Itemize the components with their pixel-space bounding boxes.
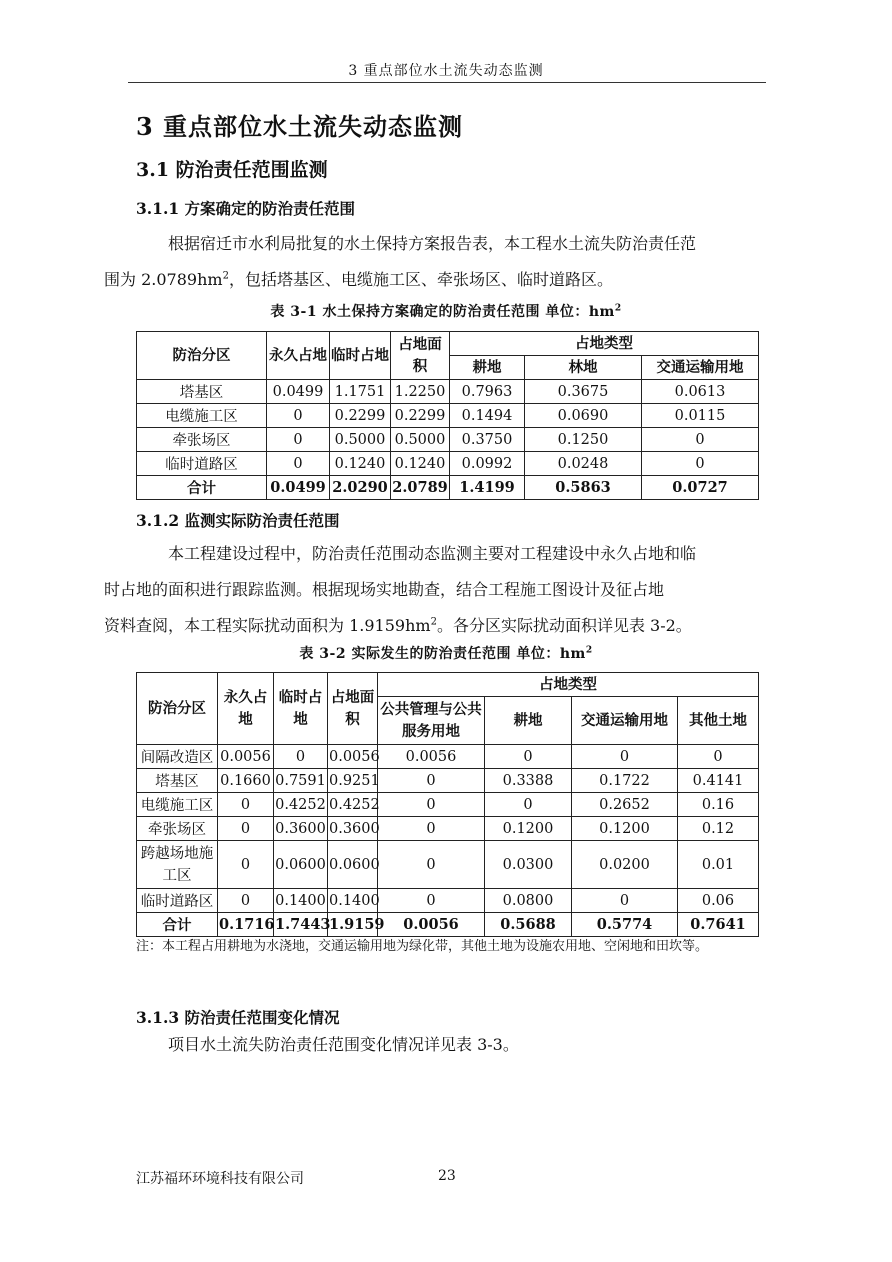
header-type: 交通运输用地 bbox=[642, 356, 759, 380]
table-row bbox=[137, 404, 759, 428]
table-cell: 0.1200 bbox=[485, 817, 572, 841]
header-land-type: 占地类型 bbox=[378, 673, 759, 697]
table-cell: 0.4252 bbox=[274, 793, 328, 817]
table-cell: 塔基区 bbox=[137, 769, 218, 793]
section-3-1-2-heading: 3.1.2 监测实际防治责任范围 bbox=[136, 511, 340, 530]
header-land-type: 占地类型 bbox=[450, 332, 759, 356]
table-cell: 0.0800 bbox=[485, 889, 572, 913]
table-cell: 0.3600 bbox=[274, 817, 328, 841]
table-cell: 跨越场地施工区 bbox=[137, 841, 218, 889]
table-cell: 0.0115 bbox=[642, 404, 759, 428]
table-plan-scope bbox=[136, 331, 759, 500]
table-cell: 1.1751 bbox=[330, 380, 391, 404]
table-cell: 0.3600 bbox=[328, 817, 378, 841]
superscript: 2 bbox=[614, 303, 622, 314]
table-cell: 0.0056 bbox=[378, 745, 485, 769]
chapter-title: 3 重点部位水土流失动态监测 bbox=[136, 112, 464, 141]
table-cell: 0 bbox=[678, 745, 759, 769]
table-cell: 0 bbox=[267, 428, 330, 452]
table-cell: 2.0789 bbox=[391, 476, 450, 500]
table-cell: 0 bbox=[218, 817, 274, 841]
table-cell: 0.06 bbox=[678, 889, 759, 913]
table-cell: 0.5000 bbox=[330, 428, 391, 452]
table-cell: 0.0992 bbox=[450, 452, 525, 476]
table-cell: 间隔改造区 bbox=[137, 745, 218, 769]
table-cell: 0.0056 bbox=[378, 913, 485, 937]
header-zone: 防治分区 bbox=[137, 332, 267, 380]
table-cell: 0.1400 bbox=[328, 889, 378, 913]
section-3-1-1-heading: 3.1.1 方案确定的防治责任范围 bbox=[136, 199, 356, 218]
table-cell: 0.0499 bbox=[267, 380, 330, 404]
table-cell: 0.5000 bbox=[391, 428, 450, 452]
table-actual-scope bbox=[136, 672, 759, 937]
table-cell: 0.2652 bbox=[572, 793, 678, 817]
table-cell: 0 bbox=[572, 745, 678, 769]
header-type: 其他土地 bbox=[678, 697, 759, 745]
table-cell: 0.1716 bbox=[218, 913, 274, 937]
table-cell: 0.1240 bbox=[391, 452, 450, 476]
running-header: 3 重点部位水土流失动态监测 bbox=[348, 63, 544, 79]
table-cell: 0 bbox=[642, 428, 759, 452]
table-cell: 1.2250 bbox=[391, 380, 450, 404]
table-note: 注：本工程占用耕地为水浇地，交通运输用地为绿化带，其他土地为设施农用地、空闲地和田坎等。 bbox=[136, 939, 709, 954]
table-cell: 0.0499 bbox=[267, 476, 330, 500]
table-cell: 临时道路区 bbox=[137, 452, 267, 476]
table-cell: 0 bbox=[267, 452, 330, 476]
section-3-1-heading: 3.1 防治责任范围监测 bbox=[136, 159, 328, 181]
header-area: 占地面积 bbox=[328, 673, 378, 745]
table-cell: 0 bbox=[218, 841, 274, 889]
table-row bbox=[137, 889, 759, 913]
header-type: 耕地 bbox=[450, 356, 525, 380]
footer-company: 江苏福环环境科技有限公司 bbox=[136, 1171, 304, 1187]
table-row bbox=[137, 793, 759, 817]
table-cell: 0.0200 bbox=[572, 841, 678, 889]
table-total-row bbox=[137, 476, 759, 500]
table-cell: 0.1200 bbox=[572, 817, 678, 841]
table-row bbox=[137, 769, 759, 793]
table-cell: 牵张场区 bbox=[137, 428, 267, 452]
paragraph-line: 时占地的面积进行跟踪监测。根据现场实地勘查，结合工程施工图设计及征占地 bbox=[104, 580, 665, 599]
table-cell: 0.12 bbox=[678, 817, 759, 841]
table-cell: 0 bbox=[218, 793, 274, 817]
table-cell: 0.2299 bbox=[391, 404, 450, 428]
table-cell: 塔基区 bbox=[137, 380, 267, 404]
paragraph-scope-change: 项目水土流失防治责任范围变化情况详见表 3-3。 bbox=[168, 1035, 519, 1054]
superscript: 2 bbox=[585, 645, 593, 656]
table-cell: 0 bbox=[218, 889, 274, 913]
section-3-1-3-heading: 3.1.3 防治责任范围变化情况 bbox=[136, 1008, 340, 1027]
table-cell: 0.1660 bbox=[218, 769, 274, 793]
header-type: 交通运输用地 bbox=[572, 697, 678, 745]
paragraph-line: 根据宿迁市水利局批复的水土保持方案报告表，本工程水土流失防治责任范 bbox=[168, 234, 697, 253]
table-cell: 0 bbox=[378, 841, 485, 889]
table-row bbox=[137, 452, 759, 476]
table-cell: 0.4252 bbox=[328, 793, 378, 817]
table-cell: 合计 bbox=[137, 476, 267, 500]
paragraph-line: 。各分区实际扰动面积详见表 3-2。 bbox=[436, 616, 692, 635]
header-temporary: 临时占地 bbox=[274, 673, 328, 745]
table-cell: 0 bbox=[378, 793, 485, 817]
table-cell: 0.0727 bbox=[642, 476, 759, 500]
table-cell: 0 bbox=[267, 404, 330, 428]
superscript: 2 bbox=[222, 270, 229, 282]
paragraph-line: 本工程建设过程中，防治责任范围动态监测主要对工程建设中永久占地和临 bbox=[168, 544, 697, 563]
table-cell: 0.0600 bbox=[274, 841, 328, 889]
table-row bbox=[137, 380, 759, 404]
page-number: 23 bbox=[438, 1168, 456, 1184]
header-zone: 防治分区 bbox=[137, 673, 218, 745]
table-cell: 0.4141 bbox=[678, 769, 759, 793]
table-cell: 0 bbox=[378, 889, 485, 913]
table-cell: 1.4199 bbox=[450, 476, 525, 500]
paragraph-line: ，包括塔基区、电缆施工区、牵张场区、临时道路区。 bbox=[228, 270, 613, 289]
table-row bbox=[137, 841, 759, 889]
paragraph-line: 资料查阅，本工程实际扰动面积为 1.9159hm bbox=[104, 616, 431, 635]
table-cell: 0 bbox=[485, 745, 572, 769]
table-cell: 0 bbox=[572, 889, 678, 913]
table-cell: 0 bbox=[485, 793, 572, 817]
table-cell: 0 bbox=[378, 769, 485, 793]
table-cell: 0.0056 bbox=[218, 745, 274, 769]
paragraph-actual-scope bbox=[104, 536, 760, 644]
table-cell: 1.7443 bbox=[274, 913, 328, 937]
table-row bbox=[137, 745, 759, 769]
header-rule bbox=[128, 82, 766, 83]
header-permanent: 永久占地 bbox=[267, 332, 330, 380]
table-cell: 0.1494 bbox=[450, 404, 525, 428]
table-cell: 0.7641 bbox=[678, 913, 759, 937]
superscript: 2 bbox=[430, 616, 437, 628]
table-cell: 牵张场区 bbox=[137, 817, 218, 841]
table-cell: 0.3675 bbox=[525, 380, 642, 404]
paragraph-line: 围为 2.0789hm bbox=[104, 270, 223, 289]
table-cell: 电缆施工区 bbox=[137, 793, 218, 817]
header-type: 耕地 bbox=[485, 697, 572, 745]
table-cell: 0.7963 bbox=[450, 380, 525, 404]
table-cell: 0 bbox=[642, 452, 759, 476]
table-cell: 0.1250 bbox=[525, 428, 642, 452]
table-cell: 0.1240 bbox=[330, 452, 391, 476]
header-permanent: 永久占地 bbox=[218, 673, 274, 745]
table-cell: 0.0613 bbox=[642, 380, 759, 404]
table-cell: 0.2299 bbox=[330, 404, 391, 428]
table2-caption bbox=[0, 643, 892, 663]
table-cell: 0.1722 bbox=[572, 769, 678, 793]
caption-text: 表 3-1 水土保持方案确定的防治责任范围 单位：hm bbox=[270, 304, 615, 320]
table-cell: 0.9251 bbox=[328, 769, 378, 793]
table-cell: 0.5774 bbox=[572, 913, 678, 937]
table-cell: 电缆施工区 bbox=[137, 404, 267, 428]
table-cell: 0.1400 bbox=[274, 889, 328, 913]
table-cell: 0.0600 bbox=[328, 841, 378, 889]
table-cell: 0 bbox=[378, 817, 485, 841]
table-cell: 0.5688 bbox=[485, 913, 572, 937]
table-cell: 1.9159 bbox=[328, 913, 378, 937]
header-type: 林地 bbox=[525, 356, 642, 380]
header-area: 占地面积 bbox=[391, 332, 450, 380]
table-row bbox=[137, 817, 759, 841]
caption-text: 表 3-2 实际发生的防治责任范围 单位：hm bbox=[299, 646, 586, 662]
table1-caption bbox=[0, 301, 892, 321]
table-cell: 2.0290 bbox=[330, 476, 391, 500]
table-cell: 0.16 bbox=[678, 793, 759, 817]
table-cell: 0.0300 bbox=[485, 841, 572, 889]
table-cell: 0.0056 bbox=[328, 745, 378, 769]
header-type: 公共管理与公共服务用地 bbox=[378, 697, 485, 745]
table-cell: 0 bbox=[274, 745, 328, 769]
table-cell: 临时道路区 bbox=[137, 889, 218, 913]
table-cell: 合计 bbox=[137, 913, 218, 937]
table-cell: 0.3388 bbox=[485, 769, 572, 793]
header-temporary: 临时占地 bbox=[330, 332, 391, 380]
table-cell: 0.3750 bbox=[450, 428, 525, 452]
table-row bbox=[137, 428, 759, 452]
table-cell: 0.0248 bbox=[525, 452, 642, 476]
table-cell: 0.01 bbox=[678, 841, 759, 889]
paragraph-plan-scope bbox=[104, 226, 760, 298]
table-cell: 0.7591 bbox=[274, 769, 328, 793]
table-cell: 0.0690 bbox=[525, 404, 642, 428]
table-cell: 0.5863 bbox=[525, 476, 642, 500]
